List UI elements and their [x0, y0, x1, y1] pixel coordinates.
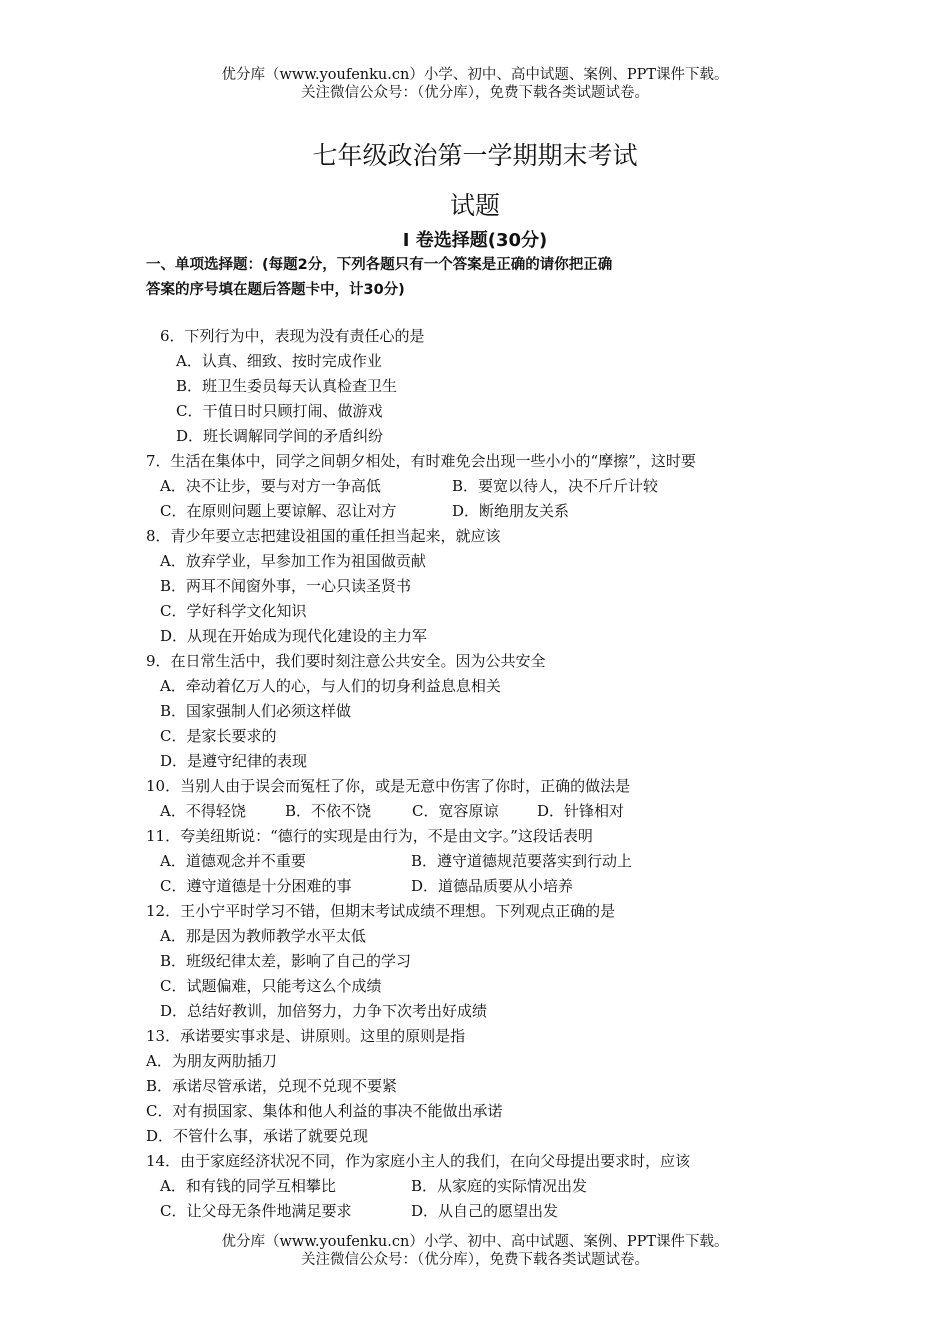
footer-line-1: 优分库（www.youfenku.cn）小学、初中、高中试题、案例、PPT课件下载。: [221, 1234, 729, 1250]
page-header: [0, 66, 950, 102]
question-7-option-b: B．要宽以待人，决不斤斤计较: [452, 477, 659, 495]
question-14-option-a: A．和有钱的同学互相攀比: [160, 1177, 336, 1195]
question-6-option-a: A．认真、细致、按时完成作业: [176, 352, 382, 370]
question-10-stem: 10．当别人由于误会而冤枉了你，或是无意中伤害了你时，正确的做法是: [146, 777, 631, 795]
question-13-stem: 13．承诺要实事求是、讲原则。这里的原则是指: [146, 1027, 466, 1045]
header-line-1: 优分库（www.youfenku.cn）小学、初中、高中试题、案例、PPT课件下载。: [221, 67, 729, 83]
question-8-stem: 8．青少年要立志把建设祖国的重任担当起来，就应该: [146, 527, 501, 545]
question-8-option-a: A．放弃学业，早参加工作为祖国做贡献: [160, 552, 426, 570]
question-9-stem: 9．在日常生活中，我们要时刻注意公共安全。因为公共安全: [146, 652, 546, 670]
question-9-option-a: A．牵动着亿万人的心，与人们的切身利益息息相关: [160, 677, 501, 695]
question-13-option-d: D．不管什么事，承诺了就要兑现: [146, 1127, 369, 1145]
exam-title: 七年级政治第一学期期末考试: [312, 141, 638, 170]
question-7-option-c: C．在原则问题上要谅解、忍让对方: [160, 502, 397, 520]
question-12-option-c: C．试题偏难，只能考这么个成绩: [160, 977, 382, 995]
question-6-option-d: D．班长调解同学间的矛盾纠纷: [176, 427, 384, 445]
question-12-option-d: D．总结好教训，加倍努力，力争下次考出好成绩: [160, 1002, 488, 1020]
question-14-option-d: D．从自己的愿望出发: [411, 1202, 559, 1220]
question-9-option-c: C．是家长要求的: [160, 727, 277, 745]
header-line-2: 关注微信公众号：（优分库），免费下载各类试题试卷。: [301, 85, 649, 101]
question-13-option-b: B．承诺尽管承诺，兑现不兑现不要紧: [146, 1077, 398, 1095]
page-footer: [0, 1233, 950, 1269]
question-14-option-b: B．从家庭的实际情况出发: [411, 1177, 588, 1195]
exam-subtitle: 试题: [449, 191, 500, 220]
question-9-option-b: B．国家强制人们必须这样做: [160, 702, 352, 720]
question-13-option-c: C．对有损国家、集体和他人利益的事决不能做出承诺: [146, 1102, 503, 1120]
question-12-stem: 12．王小宁平时学习不错，但期末考试成绩不理想。下列观点正确的是: [146, 902, 616, 920]
question-14-option-c: C．让父母无条件地满足要求: [160, 1202, 352, 1220]
question-11-stem: 11．夸美纽斯说：“德行的实现是由行为，不是由文字。”这段话表明: [146, 827, 593, 845]
question-7-option-a: A．决不让步，要与对方一争高低: [160, 477, 381, 495]
question-12-option-a: A．那是因为教师教学水平太低: [160, 927, 366, 945]
question-14-stem: 14．由于家庭经济状况不同，作为家庭小主人的我们，在向父母提出要求时，应该: [146, 1152, 691, 1170]
footer-line-2: 关注微信公众号：（优分库），免费下载各类试题试卷。: [301, 1252, 649, 1268]
question-11-option-b: B．遵守道德规范要落实到行动上: [411, 852, 633, 870]
question-7-option-d: D．断绝朋友关系: [452, 502, 570, 520]
question-12-option-b: B．班级纪律太差，影响了自己的学习: [160, 952, 412, 970]
question-10-option-c: C．宽容原谅: [412, 802, 499, 820]
instruction-line-1: 一、单项选择题：(每题2分，下列各题只有一个答案是正确的请你把正确: [146, 257, 613, 273]
question-6-option-c: C．干值日时只顾打闹、做游戏: [176, 402, 383, 420]
question-11-option-c: C．遵守道德是十分困难的事: [160, 877, 352, 895]
question-8-option-b: B．两耳不闻窗外事，一心只读圣贤书: [160, 577, 412, 595]
question-10-option-a: A．不得轻饶: [160, 802, 246, 820]
question-8-option-d: D．从现在开始成为现代化建设的主力军: [160, 627, 428, 645]
question-11-option-d: D．道德品质要从小培养: [411, 877, 574, 895]
question-10-option-b: B．不依不饶: [285, 802, 372, 820]
question-9-option-d: D．是遵守纪律的表现: [160, 752, 308, 770]
instruction-line-2: 答案的序号填在题后答题卡中，计30分): [146, 282, 405, 298]
question-13-option-a: A．为朋友两肋插刀: [146, 1052, 277, 1070]
question-7-stem: 7．生活在集体中，同学之间朝夕相处，有时难免会出现一些小小的“摩擦”，这时要: [146, 452, 696, 470]
question-10-option-d: D．针锋相对: [537, 802, 625, 820]
section-heading: Ⅰ 卷选择题(30分): [402, 230, 548, 251]
question-6-stem: 6．下列行为中，表现为没有责任心的是: [160, 327, 425, 345]
question-11-option-a: A．道德观念并不重要: [160, 852, 306, 870]
question-6-option-b: B．班卫生委员每天认真检查卫生: [176, 377, 398, 395]
question-8-option-c: C．学好科学文化知识: [160, 602, 307, 620]
